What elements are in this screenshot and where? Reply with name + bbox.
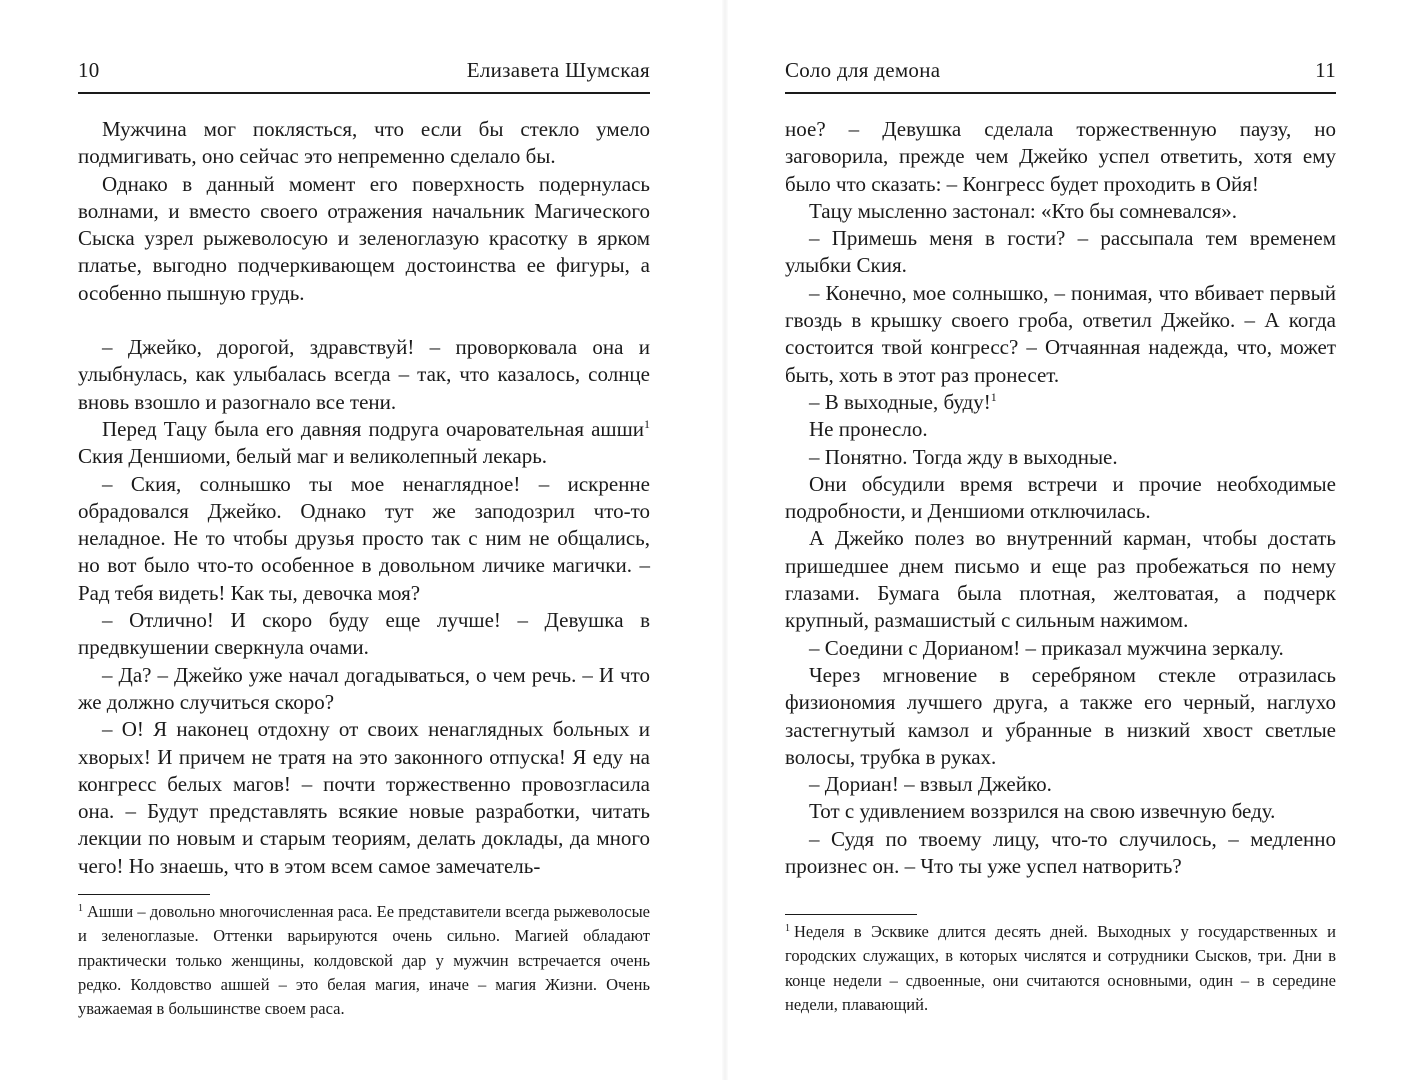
- footnote-rule: [785, 914, 917, 915]
- paragraph: [785, 389, 1336, 416]
- footnote-reference: 1: [644, 416, 650, 431]
- paragraph: ное? – Девушка сделала торжественную паузу, но заговорила, прежде чем Джейко успел ответить, хотя ему было что сказать: – Конгресс будет проходить в Ойя!: [785, 117, 1336, 196]
- footnote-marker: 1: [785, 923, 790, 934]
- paragraph: – Ския, солнышко ты мое ненаглядное! – искренне обрадовался Джейко. Однако тут же заподозрил что-то неладное. Не то чтобы друзья просто так с ним не общались, но вот было что-то особенное в довольном личике магички. – Рад тебя видеть! Как ты, девочка моя?: [78, 471, 650, 605]
- paragraph: – Примешь меня в гости? – рассыпала тем временем улыбки Ския.: [785, 226, 1336, 278]
- header-rule: [785, 92, 1336, 94]
- paragraph: Тот с удивлением воззрился на свою извечную беду.: [809, 799, 1276, 824]
- paragraph: Они обсудили время встречи и прочие необходимые подробности, и Деншиоми отключилась.: [785, 471, 1336, 524]
- page-number: 10: [78, 58, 100, 82]
- paragraph: – Дориан! – взвыл Джейко.: [809, 772, 1052, 797]
- footnote-rule: [78, 894, 210, 895]
- left-page: [78, 0, 650, 1080]
- running-head: [785, 58, 1336, 88]
- footnote-marker: 1: [78, 903, 83, 914]
- paragraph: Тацу мысленно застонал: «Кто бы сомневался».: [809, 198, 1238, 223]
- paragraph: [78, 416, 650, 471]
- paragraph: – Джейко, дорогой, здравствуй! – проворковала она и улыбнулась, как улыбалась всегда – так, что казалось, солнце вновь взошло и разогнало все тени.: [78, 335, 650, 414]
- paragraph: Мужчина мог поклясться, что если бы стекло умело подмигивать, оно сейчас это непременно сделало бы.: [78, 117, 650, 169]
- right-page: [785, 0, 1336, 1080]
- header-rule: [78, 92, 650, 94]
- book-gutter: [722, 0, 728, 1080]
- page-number: 11: [1315, 58, 1336, 82]
- paragraph-text: – В выходные, буду!: [809, 389, 991, 414]
- paragraph: – Соедини с Дорианом! – приказал мужчина зеркалу.: [809, 635, 1284, 660]
- footnote-text: Неделя в Эсквике длится десять дней. Выходных у государственных и городских служащих, в которых числятся и сотрудники Сысков, три. Дни в конце недели – сдвоенные, они считаются основными, один – в середине недели, плавающий.: [785, 922, 1336, 1014]
- paragraph: – Отлично! И скоро буду еще лучше! – Девушка в предвкушении сверкнула очами.: [78, 608, 650, 660]
- paragraph: – О! Я наконец отдохну от своих ненаглядных больных и хворых! И причем не тратя на это законного отпуска! Я еду на конгресс белых магов! – почти торжественно провозгласила она. – Будут представлять всякие новые разработки, читать лекции по новым и старым теориям, делать доклады, да много чего! Но знаешь, что в этом всем самое замечатель-: [78, 717, 650, 878]
- paragraph-text: Перед Тацу была его давняя подруга очаровательная ашши: [102, 416, 644, 441]
- running-head: [78, 58, 650, 88]
- paragraph: – Судя по твоему лицу, что-то случилось, – медленно произнес он. – Что ты уже успел натворить?: [785, 826, 1336, 879]
- paragraph: Однако в данный момент его поверхность подернулась волнами, и вместо своего отражения начальник Магического Сыска узрел рыжеволосую и зеленоглазую красотку в ярком платье, выгодно подчеркивающем достоинства ее фигуры, а особенно пышную грудь.: [78, 171, 650, 305]
- footnote-reference: 1: [990, 389, 997, 404]
- paragraph-text: Ския Деншиоми, белый маг и великолепный лекарь.: [78, 444, 548, 469]
- footnote: [785, 920, 1336, 1017]
- running-head-title: Соло для демона: [785, 58, 941, 82]
- paragraph: – Понятно. Тогда жду в выходные.: [809, 444, 1118, 469]
- paragraph: – Конечно, мое солнышко, – понимая, что вбивает первый гвоздь в крышку своего гроба, ответил Джейко. – А когда состоится твой конгресс? – Отчаянная надежда, что, может быть, хоть в этот раз пронесет.: [785, 280, 1336, 387]
- paragraph: Через мгновение в серебряном стекле отразилась физиономия лучшего друга, а также его черный, наглухо застегнутый камзол и убранные в низкий хвост светлые волосы, трубка в руках.: [785, 662, 1336, 769]
- paragraph: Не пронесло.: [809, 417, 928, 442]
- body-text: [78, 116, 650, 880]
- footnote: [78, 900, 650, 1021]
- paragraph: А Джейко полез во внутренний карман, чтобы достать пришедшее днем письмо и еще раз пробежаться по нему глазами. Бумага была плотная, желтоватая, а подчерк крупный, размашистый с сильным нажимом.: [785, 526, 1336, 633]
- running-head-author: Елизавета Шумская: [466, 58, 650, 82]
- body-text: [785, 116, 1336, 880]
- footnote-text: Ашши – довольно многочисленная раса. Ее представители всегда рыжеволосые и зеленоглазые. Оттенки варьируются очень сильно. Магией обладают практически только женщины, колдовской дар у мужчин встречается очень редко. Колдовство ашшей – это белая магия, иначе – магия Жизни. Очень уважаемая в большинстве своем раса.: [78, 902, 650, 1019]
- paragraph: – Да? – Джейко уже начал догадываться, о чем речь. – И что же должно случиться скоро?: [78, 662, 650, 714]
